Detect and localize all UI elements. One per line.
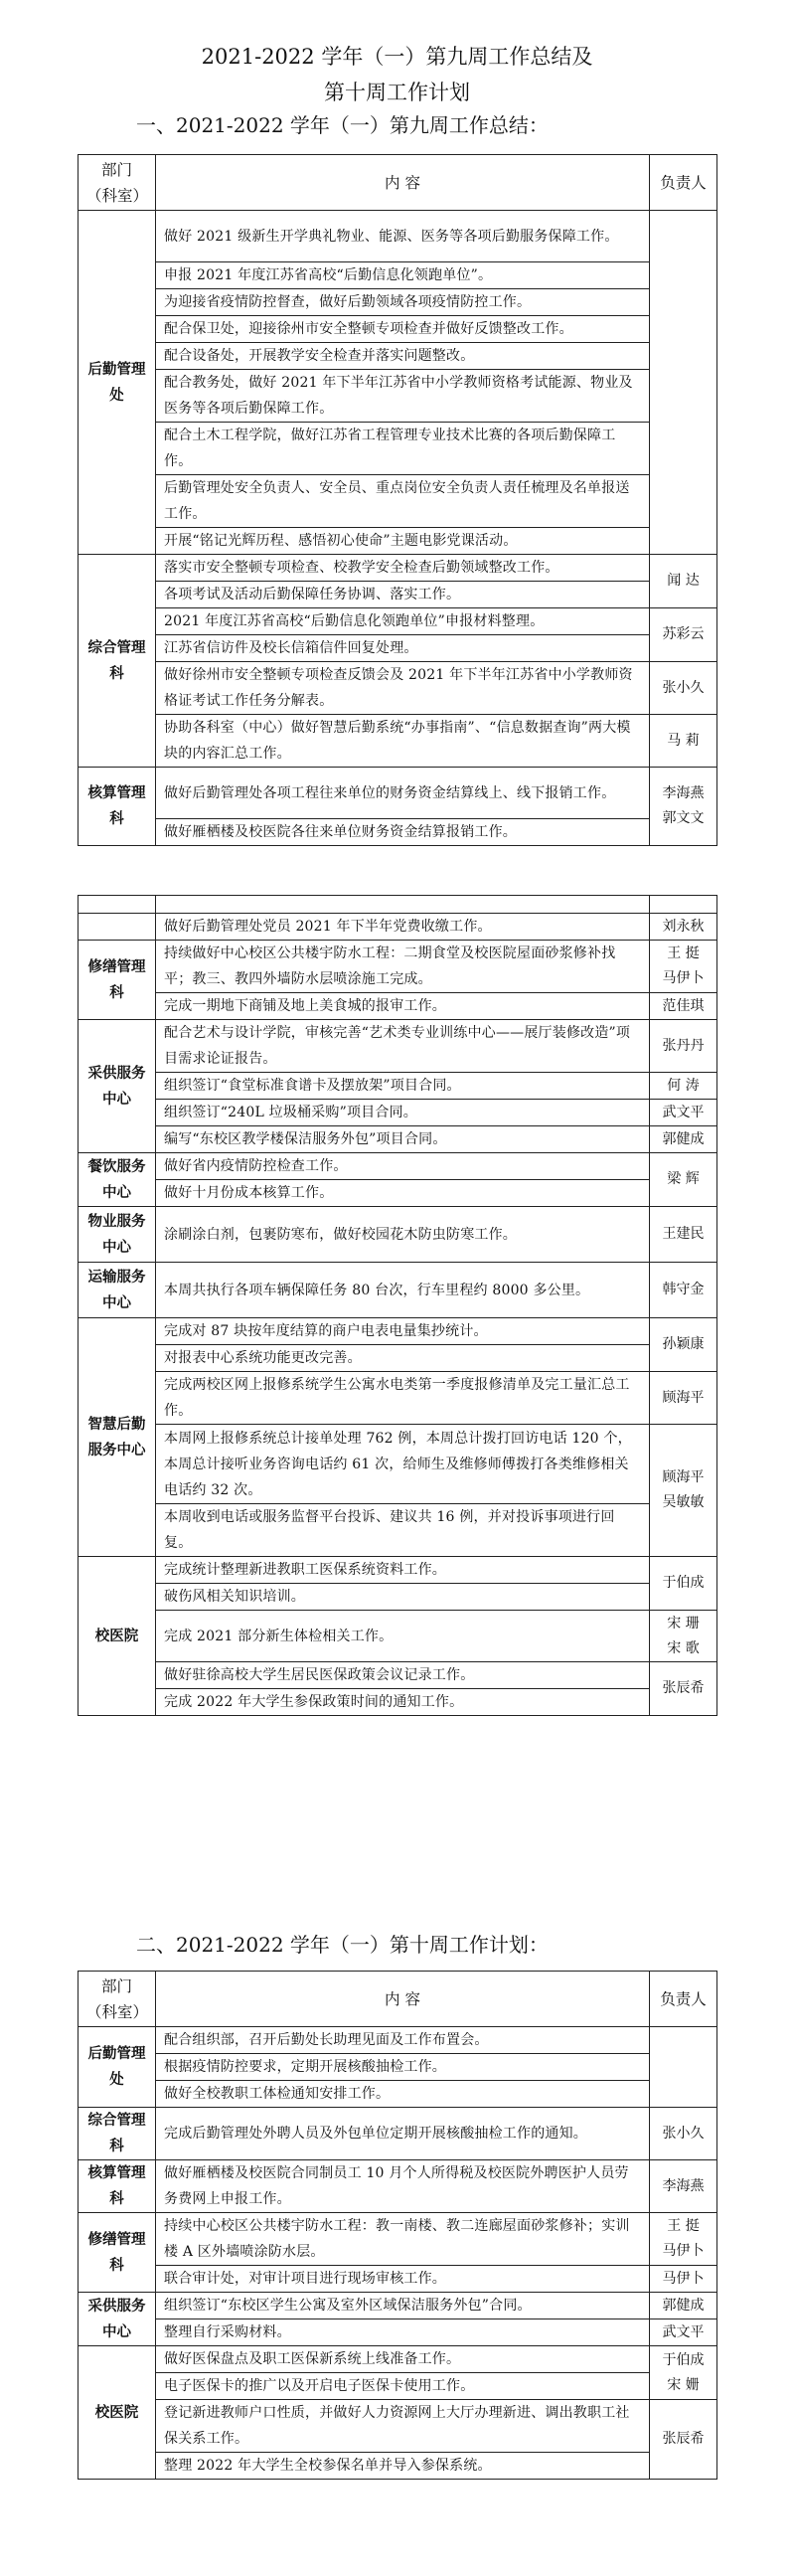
list-item: 根据疫情防控要求，定期开展核酸抽检工作。 [156,2054,650,2081]
table-row [79,2293,717,2319]
table-row [79,2319,717,2346]
list-item: 做好雁栖楼及校医院各往来单位财务资金结算报销工作。 [156,819,650,846]
list-item: 配合教务处，做好 2021 年下半年江苏省中小学教师资格考试能源、物业及医务等各项后勤保障工作。 [156,370,650,423]
list-item: 完成一期地下商铺及地上美食城的报审工作。 [156,993,650,1020]
list-item: 编写“东校区教学楼保洁服务外包”项目合同。 [156,1126,650,1153]
list-item: 做好省内疫情防控检查工作。 [156,1153,650,1180]
person-cell: 顾海平 [650,1372,717,1425]
list-item: 整理 2022 年大学生全校参保名单并导入参保系统。 [156,2453,650,2480]
person-cell: 王建民 [650,1207,717,1263]
person-name: 马伊卜 [662,970,705,986]
person-name: 宋 珊 [667,1615,700,1631]
list-item: 登记新进教师户口性质，并做好人力资源网上大厅办理新进、调出教职工社保关系工作。 [156,2400,650,2453]
table-row [79,582,717,608]
list-item: 做好医保盘点及职工医保新系统上线准备工作。 [156,2346,650,2373]
list-item: 涂刷涂白剂，包裹防寒布，做好校园花木防虫防寒工作。 [156,1207,650,1263]
person-name: 郭文文 [662,810,705,826]
table-row [79,941,717,993]
person-cell [650,1425,717,1557]
table-row [79,1100,717,1126]
header-dept: 部门（科室） [79,155,156,211]
dept-general: 综合管理科 [79,555,156,768]
person-cell [650,1611,717,1662]
blank-cell [79,896,156,914]
list-item: 2021 年度江苏省高校“后勤信息化领跑单位”申报材料整理。 [156,608,650,635]
table-row [79,2346,717,2373]
list-item: 申报 2021 年度江苏省高校“后勤信息化领跑单位”。 [156,262,650,289]
person-cell: 武文平 [650,1100,717,1126]
list-item: 持续中心校区公共楼宇防水工程：教一南楼、教二连廊屋面砂浆修补；实训楼 A 区外墙喷涂防水层。 [156,2213,650,2266]
table-header-row [79,1972,717,2027]
dept-logistics: 后勤管理处 [79,2027,156,2108]
list-item: 配合组织部，召开后勤处长助理见面及工作布置会。 [156,2027,650,2054]
list-item: 组织签订“食堂标准食谱卡及摆放架”项目合同。 [156,1073,650,1100]
table-row [79,475,717,528]
table-row [79,768,717,819]
list-item: 协助各科室（中心）做好智慧后勤系统“办事指南”、“信息数据查询”两大模块的内容汇总工作。 [156,715,650,768]
list-item: 完成后勤管理处外聘人员及外包单位定期开展核酸抽检工作的通知。 [156,2108,650,2160]
list-item: 为迎接省疫情防控督查，做好后勤领域各项疫情防控工作。 [156,289,650,316]
blank-cell [79,914,156,941]
table-row [79,1557,717,1584]
person-cell [650,2346,717,2400]
list-item: 做好全校教职工体检通知安排工作。 [156,2081,650,2108]
table-row [79,1318,717,1345]
person-cell: 李海燕 [650,2160,717,2213]
dept-hospital: 校医院 [79,1557,156,1716]
list-item: 做好雁栖楼及校医院合同制员工 10 月个人所得税及校医院外聘医护人员劳务费网上申报工作。 [156,2160,650,2213]
person-name: 李海燕 [662,785,705,801]
dept-accounting: 核算管理科 [79,2160,156,2213]
header-content: 内 容 [156,1972,650,2027]
table-row [79,2054,717,2081]
dept-property: 物业服务中心 [79,1207,156,1263]
person-cell [650,2213,717,2266]
header-person: 负责人 [650,155,717,211]
table-row [79,528,717,555]
table-row [79,1425,717,1504]
blank-cell [156,896,650,914]
list-item: 落实市安全整顿专项检查、校教学安全检查后勤领域整改工作。 [156,555,650,582]
table-row [79,715,717,768]
person-cell: 郭健成 [650,1126,717,1153]
person-cell: 韩守金 [650,1263,717,1318]
table-row [79,1372,717,1425]
table-row [79,2081,717,2108]
person-cell [650,211,717,555]
person-cell: 张丹丹 [650,1020,717,1073]
header-person: 负责人 [650,1972,717,2027]
table-row [79,1263,717,1318]
table-row [79,423,717,475]
person-cell [650,2027,717,2108]
table-row [79,555,717,582]
list-item: 做好徐州市安全整顿专项检查反馈会及 2021 年下半年江苏省中小学教师资格证考试工作任务分解表。 [156,662,650,715]
table-row [79,1073,717,1100]
dept-procurement: 采供服务中心 [79,1020,156,1153]
list-item: 持续做好中心校区公共楼宇防水工程：二期食堂及校医院屋面砂浆修补找平；教三、教四外墙防水层喷涂施工完成。 [156,941,650,993]
list-item: 本周网上报修系统总计接单处理 762 例，本周总计拨打回访电话 120 个，本周总计接听业务咨询电话约 61 次，给师生及维修师傅拨打各类维修相关电话约 32 次。 [156,1425,650,1504]
person-name: 于伯成 [662,2351,705,2368]
header-content: 内 容 [156,155,650,211]
person-cell: 张小久 [650,662,717,715]
list-item: 配合设备处，开展教学安全检查并落实问题整改。 [156,343,650,370]
table-row [79,896,717,914]
dept-accounting: 核算管理科 [79,768,156,846]
list-item: 做好十月份成本核算工作。 [156,1180,650,1207]
table-row [79,819,717,846]
person-cell: 梁 辉 [650,1153,717,1207]
person-cell: 闻 达 [650,555,717,608]
table-row [79,2400,717,2453]
page-title-line2: 第十周工作计划 [324,81,470,104]
header-dept: 部门（科室） [79,1972,156,2027]
list-item: 本周共执行各项车辆保障任务 80 台次，行车里程约 8000 多公里。 [156,1263,650,1318]
list-item: 完成两校区网上报修系统学生公寓水电类第一季度报修清单及完工量汇总工作。 [156,1372,650,1425]
table-row [79,1153,717,1180]
list-item: 配合土木工程学院，做好江苏省工程管理专业技术比赛的各项后勤保障工作。 [156,423,650,475]
dept-procurement: 采供服务中心 [79,2293,156,2346]
person-cell: 郭健成 [650,2293,717,2319]
table-row [79,1504,717,1557]
list-item: 做好后勤管理处党员 2021 年下半年党费收缴工作。 [156,914,650,941]
list-item: 开展“铭记光辉历程、感悟初心使命”主题电影党课活动。 [156,528,650,555]
table-row [79,2266,717,2293]
table-row [79,370,717,423]
table-row [79,2453,717,2480]
person-name: 吴敏敏 [662,1494,705,1510]
list-item: 做好后勤管理处各项工程往来单位的财务资金结算线上、线下报销工作。 [156,768,650,819]
person-cell: 张小久 [650,2108,717,2160]
list-item: 联合审计处，对审计项目进行现场审核工作。 [156,2266,650,2293]
dept-catering: 餐饮服务中心 [79,1153,156,1207]
person-cell: 马 莉 [650,715,717,768]
list-item: 组织签订“东校区学生公寓及室外区域保洁服务外包”合同。 [156,2293,650,2319]
person-name: 马伊卜 [662,2243,705,2259]
dept-general: 综合管理科 [79,2108,156,2160]
table-row [79,1020,717,1073]
list-item: 后勤管理处安全负责人、安全员、重点岗位安全负责人责任梳理及名单报送工作。 [156,475,650,528]
person-cell: 张辰希 [650,1662,717,1716]
list-item: 完成对 87 块按年度结算的商户电表电量集抄统计。 [156,1318,650,1345]
person-cell: 武文平 [650,2319,717,2346]
table-row [79,993,717,1020]
dept-repair: 修缮管理科 [79,2213,156,2293]
person-cell [650,768,717,846]
blank-cell [650,896,717,914]
section1-heading: 一、2021-2022 学年（一）第九周工作总结： [136,113,549,137]
table-row [79,2160,717,2213]
person-cell: 孙颖康 [650,1318,717,1372]
table-row [79,2108,717,2160]
table-row [79,608,717,635]
list-item: 完成 2022 年大学生参保政策时间的通知工作。 [156,1689,650,1716]
table-row [79,316,717,343]
person-cell: 张辰希 [650,2400,717,2480]
page-title-line1: 2021-2022 学年（一）第九周工作总结及 [201,45,593,69]
dept-repair: 修缮管理科 [79,941,156,1020]
list-item: 本周收到电话或服务监督平台投诉、建议共 16 例，并对投诉事项进行回复。 [156,1504,650,1557]
table-row [79,662,717,715]
table-row [79,2213,717,2266]
table-row [79,1345,717,1372]
person-name: 宋 姗 [667,2376,700,2393]
table-row [79,914,717,941]
person-cell: 何 涛 [650,1073,717,1100]
table-row [79,289,717,316]
table-row [79,262,717,289]
list-item: 完成 2021 部分新生体检相关工作。 [156,1611,650,1662]
list-item: 对报表中心系统功能更改完善。 [156,1345,650,1372]
table-row [79,1689,717,1716]
week10-plan-table [78,1971,717,2480]
list-item: 做好驻徐高校大学生居民医保政策会议记录工作。 [156,1662,650,1689]
person-name: 王 挺 [667,945,700,961]
table-row [79,343,717,370]
person-name: 顾海平 [662,1469,705,1485]
dept-hospital: 校医院 [79,2346,156,2480]
person-cell: 范佳琪 [650,993,717,1020]
table-row [79,2373,717,2400]
week9-summary-table-continued [78,895,717,1716]
list-item: 整理自行采购材料。 [156,2319,650,2346]
dept-transport: 运输服务中心 [79,1263,156,1318]
section2-heading: 二、2021-2022 学年（一）第十周工作计划： [136,1933,549,1957]
table-row [79,1584,717,1611]
table-row [79,1126,717,1153]
list-item: 完成统计整理新进教职工医保系统资料工作。 [156,1557,650,1584]
person-name: 王 挺 [667,2218,700,2234]
table-header-row [79,155,717,211]
list-item: 江苏省信访件及校长信箱信件回复处理。 [156,635,650,662]
list-item: 组织签订“240L 垃圾桶采购”项目合同。 [156,1100,650,1126]
table-row [79,1180,717,1207]
table-row [79,2027,717,2054]
list-item: 电子医保卡的推广以及开启电子医保卡使用工作。 [156,2373,650,2400]
table-row [79,635,717,662]
list-item: 破伤风相关知识培训。 [156,1584,650,1611]
table-row [79,1662,717,1689]
person-name: 宋 歌 [667,1639,700,1656]
dept-logistics: 后勤管理处 [79,211,156,555]
person-cell [650,941,717,993]
table-row [79,1611,717,1662]
list-item: 配合保卫处，迎接徐州市安全整顿专项检查并做好反馈整改工作。 [156,316,650,343]
person-cell: 刘永秋 [650,914,717,941]
list-item: 做好 2021 级新生开学典礼物业、能源、医务等各项后勤服务保障工作。 [156,211,650,262]
week9-summary-table [78,154,717,846]
table-row [79,211,717,262]
person-cell: 苏彩云 [650,608,717,662]
person-cell: 马伊卜 [650,2266,717,2293]
person-cell: 于伯成 [650,1557,717,1611]
list-item: 各项考试及活动后勤保障任务协调、落实工作。 [156,582,650,608]
list-item: 配合艺术与设计学院，审核完善“艺术类专业训练中心——展厅装修改造”项目需求论证报告。 [156,1020,650,1073]
table-row [79,1207,717,1263]
dept-smart: 智慧后勤服务中心 [79,1318,156,1557]
